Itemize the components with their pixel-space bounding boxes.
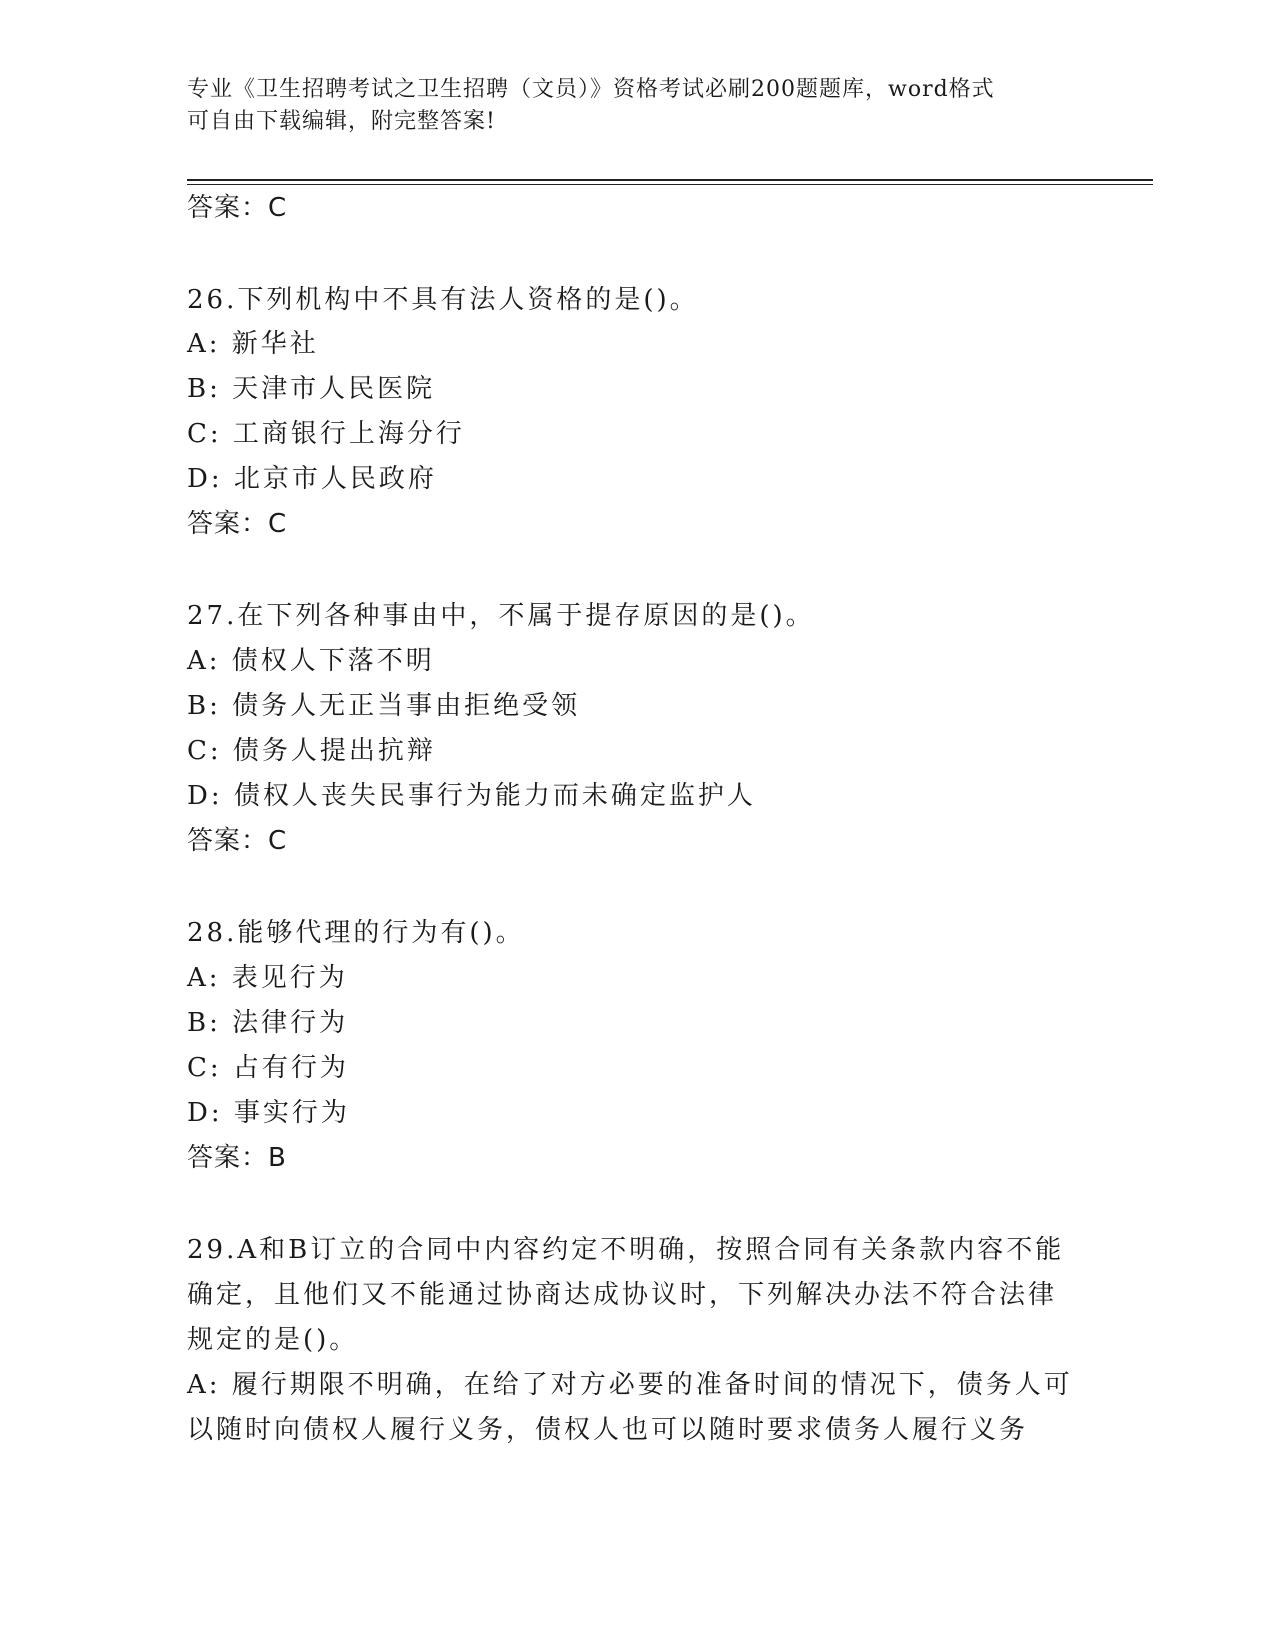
option-a: A: 新华社: [187, 329, 319, 359]
option-c: C: 占有行为: [187, 1053, 349, 1083]
header-line-2: 可自由下载编辑，附完整答案!: [187, 109, 496, 134]
option-d: D: 北京市人民政府: [187, 464, 437, 494]
question-stem: 28.能够代理的行为有()。: [187, 918, 525, 948]
option-d: D: 债权人丧失民事行为能力而未确定监护人: [187, 781, 756, 811]
option-c: C: 债务人提出抗辩: [187, 736, 436, 766]
option-b: B: 债务人无正当事由拒绝受领: [187, 691, 581, 721]
header-line-1: 专业《卫生招聘考试之卫生招聘（文员）》资格考试必刷200题题库，word格式: [187, 77, 995, 102]
header-rule-thin: [187, 184, 1153, 185]
option-a: A: 履行期限不明确，在给了对方必要的准备时间的情况下，债务人可: [187, 1370, 1073, 1400]
answer-line: 答案：C: [187, 193, 288, 223]
option-d: D: 事实行为: [187, 1098, 350, 1128]
question-stem-continued: 确定，且他们又不能通过协商达成协议时，下列解决办法不符合法律: [187, 1280, 1058, 1310]
question-stem: 27.在下列各种事由中，不属于提存原因的是()。: [187, 601, 815, 631]
option-b: B: 天津市人民医院: [187, 374, 436, 404]
answer-line: 答案：C: [187, 826, 288, 856]
question-stem: 26.下列机构中不具有法人资格的是()。: [187, 285, 699, 315]
option-c: C: 工商银行上海分行: [187, 419, 465, 449]
option-a: A: 债权人下落不明: [187, 646, 435, 676]
document-header: [187, 74, 1087, 138]
header-rule-thick: [187, 179, 1153, 181]
question-stem-continued: 规定的是()。: [187, 1325, 359, 1355]
option-a-continued: 以随时向债权人履行义务，债权人也可以随时要求债务人履行义务: [187, 1415, 1029, 1445]
option-a: A: 表见行为: [187, 963, 348, 993]
question-stem: 29.A和B订立的合同中内容约定不明确，按照合同有关条款内容不能: [187, 1235, 1065, 1265]
option-b: B: 法律行为: [187, 1008, 349, 1038]
answer-line: 答案：B: [187, 1143, 287, 1173]
answer-line: 答案：C: [187, 509, 288, 539]
